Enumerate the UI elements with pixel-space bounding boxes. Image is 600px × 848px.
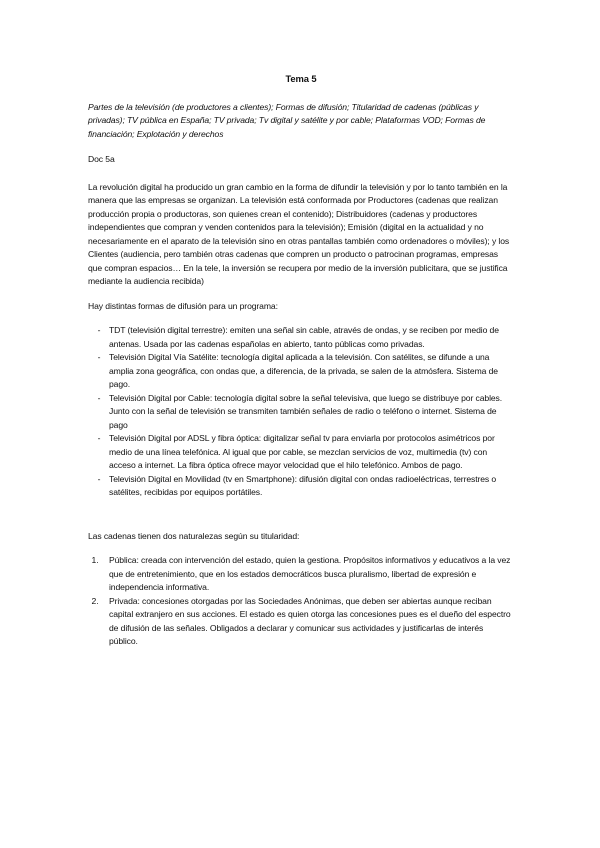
dash-marker: - <box>97 325 101 335</box>
dash-marker: - <box>97 352 101 362</box>
dash-marker: - <box>97 433 101 443</box>
difusion-heading: Hay distintas formas de difusión para un programa: <box>88 300 278 311</box>
list-item <box>88 432 514 473</box>
list-item-text: Televisión Digital en Movilidad (tv en Smartphone): difusión digital con ondas radioeléctricas, terrestres o satélites, recibidas por equipos portátiles. <box>109 473 497 497</box>
list-item-text: TDT (televisión digital terrestre): emiten una señal sin cable, através de ondas, y se reciben por medio de antenas. Usada por las cadenas españolas en abierto, tanto públicas como privadas. <box>109 325 499 349</box>
titularidad-heading: Las cadenas tienen dos naturalezas según su titularidad: <box>88 530 300 541</box>
difusion-list <box>88 324 514 500</box>
list-item <box>88 554 514 595</box>
document-subtitle: Partes de la televisión (de productores a clientes); Formas de difusión; Titularidad de cadenas (públicas y privadas); TV pública en España; TV privada; Tv digital y satélite y por cable; Plataformas VOD; Formas de financiación; Explotación y derechos <box>88 101 486 139</box>
list-item-text: Televisión Digital Vía Satélite: tecnología digital aplicada a la televisión. Con satélites, se difunde a una amplia zona geográfica, con ondas que, a diferencia, de la privada, se salen de la atmósfera. Sistema de pago. <box>109 352 498 389</box>
number-marker: 1. <box>91 555 99 565</box>
document-body <box>88 72 514 649</box>
number-marker: 2. <box>91 595 99 606</box>
dash-marker: - <box>97 473 101 484</box>
list-item-text: Televisión Digital por ADSL y fibra óptica: digitalizar señal tv para enviarla por protocolos asimétricos por medio de una línea telefónica. Al igual que por cable, se mezclan servicios de voz, multimedia (tv) con acceso a internet. La fibra óptica ofrece mayor velocidad que el hilo telefónico. Ambos de pago. <box>109 433 495 470</box>
titularidad-list <box>88 554 514 649</box>
list-item-text: Pública: creada con intervención del estado, quien la gestiona. Propósitos informativos y educativos a la vez que de entretenimiento, que en los estados democráticos busca pluralismo, libertad de expresión e independencia informativa. <box>109 555 511 592</box>
dash-marker: - <box>97 392 101 403</box>
list-item-text: Televisión Digital por Cable: tecnología digital sobre la señal televisiva, que luego se distribuye por cables. Junto con la señal de televisión se transmiten también señales de radio o teléfono o internet. Sistema de pago <box>109 392 503 430</box>
list-item <box>88 595 514 649</box>
list-item-text: Privada: concesiones otorgadas por las Sociedades Anónimas, que deben ser abiertas aunque reciban capital extranjero en sus acciones. El estado es quien otorga las concesiones pues es el dueño del espectro de difusión de las señales. Obligados a declarar y comunicar sus actividades y justificarlas de interés público. <box>109 595 511 646</box>
list-item <box>88 392 514 433</box>
section-spacer <box>88 500 514 530</box>
document-title: Tema 5 <box>285 73 317 84</box>
intro-paragraph: La revolución digital ha producido un gran cambio en la forma de difundir la televisión y por lo tanto también en la manera que las empresas se organizan. La televisión está conformada por Productores (cadenas que realizan producción propia o productoras, son quienes crean el contenido); Distribuidores (cadenas y productores independientes que compran y venden contenidos para la televisión); Emisión (digital en la actualidad y no necesariamente en el aparato de la televisión sino en otras pantallas también como ordenadores o móviles); y los Clientes (audiencia, pero también otras cadenas que compren un producto o patrocinan programas, empresas que compran espacios… En la tele, la inversión se recupera por medio de la inversión publicitara, que se justifica mediante la audiencia recibida) <box>88 181 510 286</box>
document-reference: Doc 5a <box>88 154 115 164</box>
list-item <box>88 473 514 500</box>
list-item <box>88 324 514 351</box>
list-item <box>88 351 514 392</box>
